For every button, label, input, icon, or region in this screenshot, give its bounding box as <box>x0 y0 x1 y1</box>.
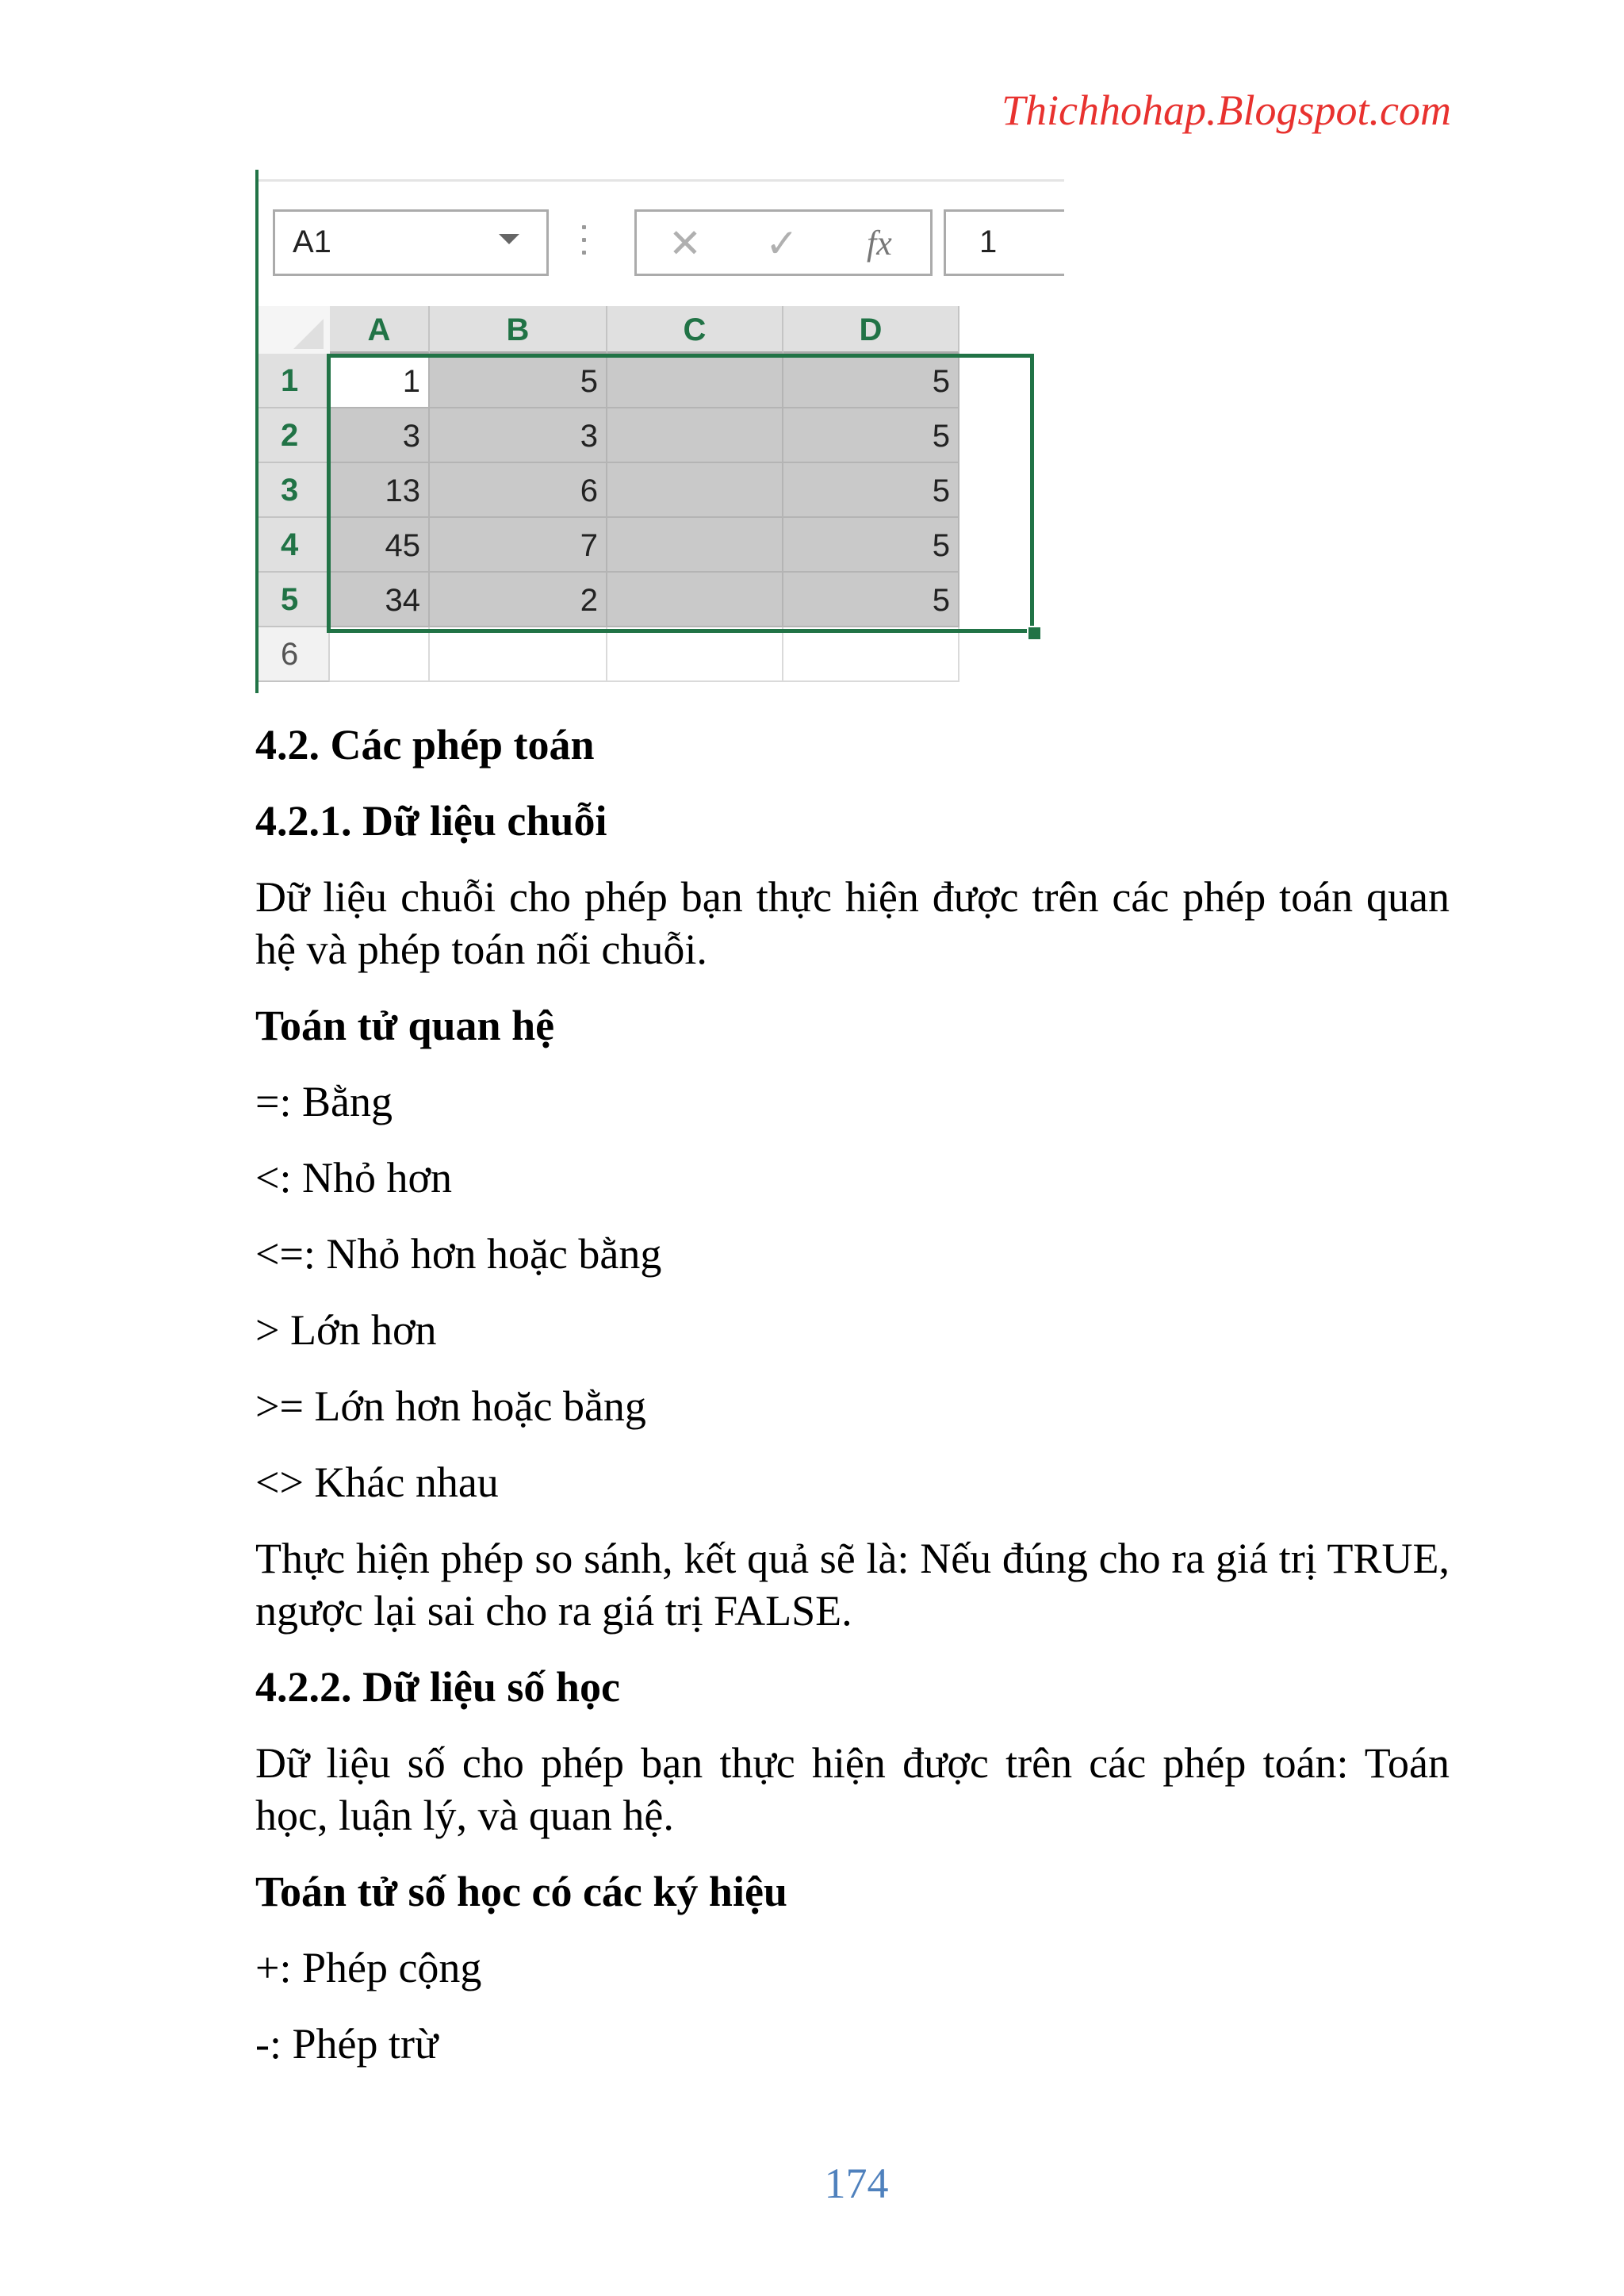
op-less-equal: <=: Nhỏ hơn hoặc bằng <box>255 1230 662 1278</box>
site-watermark: Thichhohap.Blogspot.com <box>1002 86 1451 134</box>
fill-handle[interactable] <box>1027 626 1042 641</box>
formula-bar-value: 1 <box>979 224 998 259</box>
cell-d5[interactable]: 5 <box>783 573 959 627</box>
cell-a6[interactable] <box>330 627 430 682</box>
cell-c6[interactable] <box>607 627 783 682</box>
cell-a5[interactable]: 34 <box>330 573 430 627</box>
cell-b4[interactable]: 7 <box>430 518 607 573</box>
excel-screenshot <box>255 170 1064 693</box>
heading-4-2: 4.2. Các phép toán <box>255 721 595 769</box>
cell-a3[interactable]: 13 <box>330 463 430 518</box>
cell-d1[interactable]: 5 <box>783 354 959 408</box>
cell-b2[interactable]: 3 <box>430 408 607 463</box>
page-number: 174 <box>824 2160 889 2207</box>
name-box[interactable] <box>273 209 549 276</box>
row-header-3[interactable]: 3 <box>259 463 330 518</box>
grip-dots-icon[interactable] <box>582 225 588 262</box>
cell-d3[interactable]: 5 <box>783 463 959 518</box>
ribbon-divider <box>259 179 1064 182</box>
cell-a2[interactable]: 3 <box>330 408 430 463</box>
heading-relational-operators: Toán tử quan hệ <box>255 1002 555 1049</box>
dropdown-arrow-icon[interactable] <box>499 234 519 244</box>
row-header-1[interactable]: 1 <box>259 354 330 408</box>
heading-arithmetic-operators: Toán tử số học có các ký hiệu <box>255 1868 787 1915</box>
row-header-5[interactable]: 5 <box>259 573 330 627</box>
op-equal: =: Bằng <box>255 1078 393 1125</box>
op-not-equal: <> Khác nhau <box>255 1458 499 1506</box>
row-header-4[interactable]: 4 <box>259 518 330 573</box>
cell-a4[interactable]: 45 <box>330 518 430 573</box>
heading-4-2-1: 4.2.1. Dữ liệu chuỗi <box>255 797 607 845</box>
enter-check-icon[interactable]: ✓ <box>765 221 799 266</box>
op-less: <: Nhỏ hơn <box>255 1154 453 1202</box>
heading-4-2-2: 4.2.2. Dữ liệu số học <box>255 1663 620 1711</box>
row-header-6[interactable]: 6 <box>259 627 330 682</box>
cell-d6[interactable] <box>783 627 959 682</box>
op-minus: -: Phép trừ <box>255 2020 439 2068</box>
name-box-value: A1 <box>293 224 331 259</box>
formula-bar[interactable] <box>944 209 1064 276</box>
select-all-corner[interactable] <box>259 306 330 354</box>
paragraph-comparison: Thực hiện phép so sánh, kết quả sẽ là: Nếu đúng cho ra giá trị TRUE, ngược lại sai cho ra giá trị FALSE. <box>255 1535 1450 1635</box>
cell-b3[interactable]: 6 <box>430 463 607 518</box>
column-header-d[interactable]: D <box>783 306 959 354</box>
column-header-b[interactable]: B <box>430 306 607 354</box>
row-header-2[interactable]: 2 <box>259 408 330 463</box>
paragraph-string-data: Dữ liệu chuỗi cho phép bạn thực hiện được trên các phép toán quan hệ và phép toán nối chuỗi. <box>255 873 1450 973</box>
cancel-icon[interactable]: ✕ <box>668 221 702 266</box>
fx-icon[interactable]: fx <box>867 224 892 263</box>
cell-b6[interactable] <box>430 627 607 682</box>
op-greater: > Lớn hơn <box>255 1306 437 1354</box>
paragraph-numeric-data: Dữ liệu số cho phép bạn thực hiện được trên các phép toán: Toán học, luận lý, và quan hệ. <box>255 1739 1450 1839</box>
cell-b5[interactable]: 2 <box>430 573 607 627</box>
cell-a1[interactable]: 1 <box>330 354 430 408</box>
column-header-a[interactable]: A <box>330 306 430 354</box>
op-plus: +: Phép cộng <box>255 1944 482 1991</box>
cell-b1[interactable]: 5 <box>430 354 607 408</box>
op-greater-equal: >= Lớn hơn hoặc bằng <box>255 1382 646 1430</box>
formula-buttons <box>634 209 933 276</box>
cell-d4[interactable]: 5 <box>783 518 959 573</box>
selection-border <box>327 354 1034 633</box>
cell-d2[interactable]: 5 <box>783 408 959 463</box>
column-header-c[interactable]: C <box>607 306 783 354</box>
